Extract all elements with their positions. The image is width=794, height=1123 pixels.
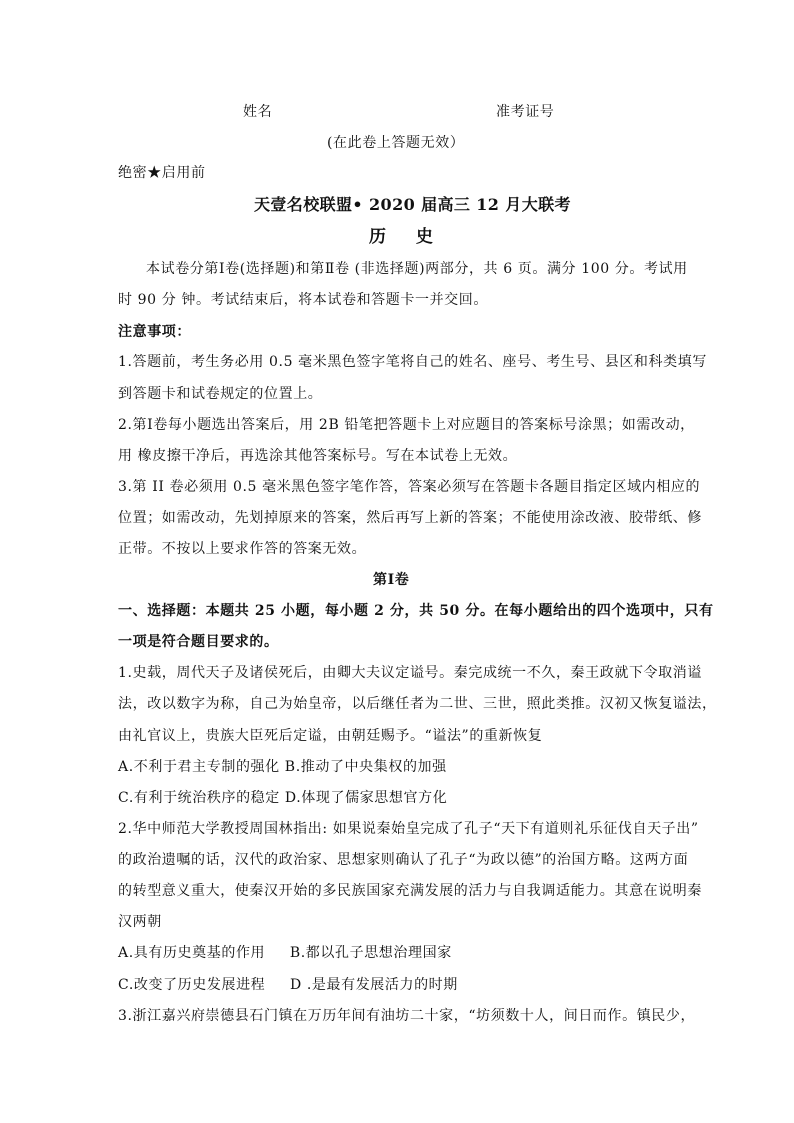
invalid-note: (在此卷上答题无效）	[327, 135, 465, 151]
note-2-line-2: 用 橡皮擦干净后，再选涂其他答案标号。写在本试卷上无效。	[118, 448, 518, 464]
q2-line-4: 汉两朝	[118, 914, 162, 930]
name-label: 姓名	[243, 104, 273, 120]
notes-heading: 注意事项：	[118, 324, 191, 340]
q1-line-3: 由礼官议上，贵族大臣死后定谥，由朝廷赐予。“谥法”的重新恢复	[118, 728, 543, 744]
exam-id-label: 准考证号	[496, 104, 555, 120]
note-3-line-3: 正带。不按以上要求作答的答案无效。	[118, 541, 367, 557]
q2-options-ab: A.具有历史奠基的作用 B.都以孔子思想治理国家	[118, 945, 452, 961]
q3-line-1: 3.浙江嘉兴府崇德县石门镇在万历年间有油坊二十家，“坊须数十人，间日而作。镇民少，	[118, 1008, 696, 1024]
q2-line-1: 2.华中师范大学教授周国林指出: 如果说秦始皇完成了孔子“天下有道则礼乐征伐自天子出”	[118, 821, 699, 837]
note-1-line-2: 到答题卡和试卷规定的位置上。	[118, 386, 323, 402]
intro-line-1: 本试卷分第Ⅰ卷(选择题)和第Ⅱ卷 (非选择题)两部分，共 6 页。满分 100 分。考试用	[146, 261, 688, 277]
q1-line-1: 1.史载，周代天子及诸侯死后，由卿大夫议定谥号。秦完成统一不久，秦王政就下令取消谥	[118, 665, 702, 681]
secret-mark: 绝密★启用前	[118, 165, 206, 181]
note-2-line-1: 2.第Ⅰ卷每小题选出答案后，用 2B 铅笔把答题卡上对应题目的答案标号涂黑；如需改动，	[118, 417, 695, 433]
q1-options-ab: A.不利于君主专制的强化 B.推动了中央集权的加强	[118, 759, 447, 775]
note-3-line-1: 3.第 II 卷必须用 0.5 毫米黑色签字笔作答，答案必须写在答题卡各题目指定区域内相应的	[118, 479, 701, 495]
section-instruction-line-1: 一、选择题：本题共 25 小题，每小题 2 分，共 50 分。在每小题给出的四个选项中，只有	[118, 603, 714, 619]
q1-line-2: 法，改以数字为称，自己为始皇帝，以后继任者为二世、三世，照此类推。汉初又恢复谥法，	[118, 696, 717, 712]
q2-line-3: 的转型意义重大，使秦汉开始的多民族国家充满发展的活力与自我调适能力。其意在说明秦	[118, 883, 702, 899]
section-instruction-line-2: 一项是符合题目要求的。	[118, 634, 279, 650]
section-heading: 第Ⅰ卷	[373, 572, 410, 588]
q2-options-cd: C.改变了历史发展进程 D .是最有发展活力的时期	[118, 977, 458, 993]
exam-title: 天壹名校联盟• 2020 届高三 12 月大联考	[254, 195, 571, 214]
subject-title: 历 史	[369, 227, 445, 247]
note-1-line-1: 1.答题前，考生务必用 0.5 毫米黑色签字笔将自己的姓名、座号、考生号、县区和科类填写	[118, 354, 707, 370]
note-3-line-2: 位置；如需改动，先划掉原来的答案，然后再写上新的答案；不能使用涂改液、胶带纸、修	[118, 510, 702, 526]
intro-line-2: 时 90 分 钟。考试结束后，将本试卷和答题卡一并交回。	[118, 292, 488, 308]
q1-options-cd: C.有利于统治秩序的稳定 D.体现了儒家思想官方化	[118, 790, 448, 806]
q2-line-2: 的政治遗嘱的话，汉代的政治家、思想家则确认了孔子“为政以德”的治国方略。这两方面	[118, 852, 689, 868]
